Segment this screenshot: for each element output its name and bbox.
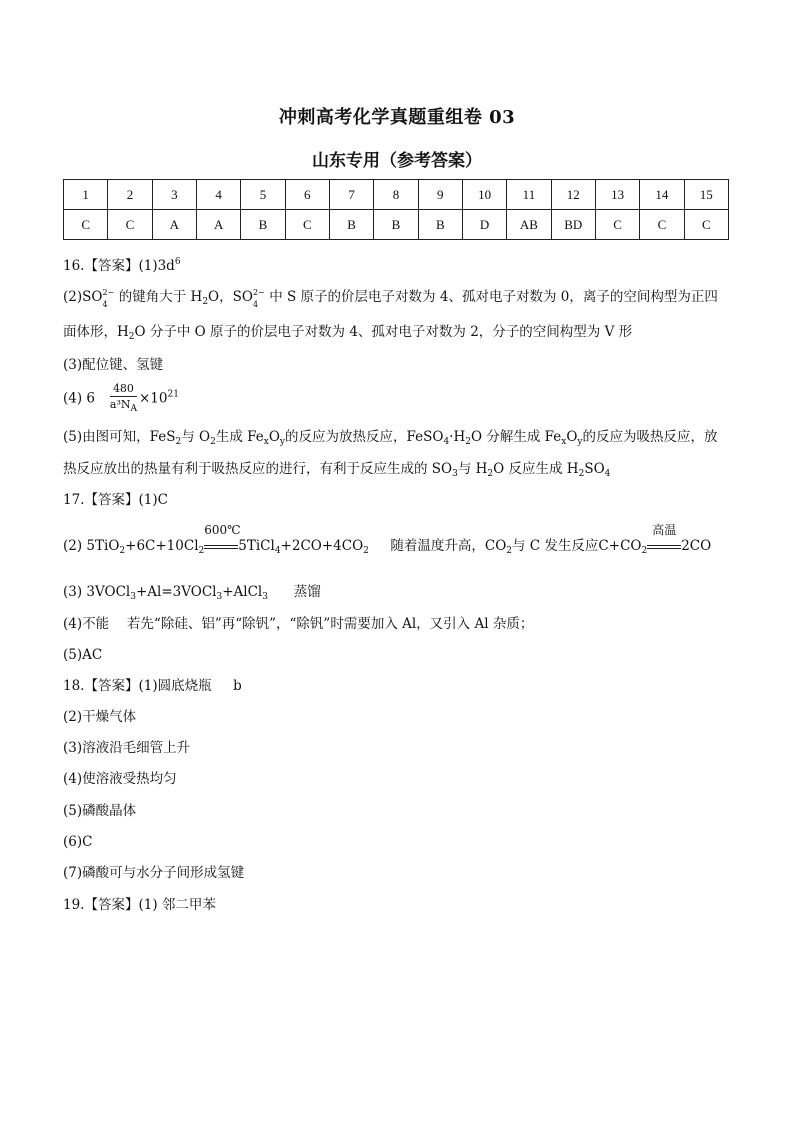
table-cell: A xyxy=(196,210,240,240)
table-cell: B xyxy=(374,210,418,240)
table-cell: C xyxy=(64,210,108,240)
answer-text: 16.【答案】(1)3d xyxy=(63,258,175,274)
page-subtitle: 山东专用（参考答案） xyxy=(312,151,482,171)
answer-text: 与 O xyxy=(181,429,211,445)
subscript: 2 xyxy=(363,546,369,556)
reaction-condition-arrow xyxy=(647,523,681,555)
q18-answer-line-1 xyxy=(63,677,242,695)
charge-superscript: 2− xyxy=(102,288,115,297)
subscript: 2 xyxy=(487,469,494,479)
reaction-condition: 600℃ xyxy=(204,523,241,537)
double-equals-sign xyxy=(204,545,238,549)
table-cell: 1 xyxy=(64,180,108,210)
answer-text: 18.【答案】(1)圆底烧瓶 xyxy=(63,678,212,694)
table-cell: 14 xyxy=(640,180,684,210)
q16-answer-line-4: (3)配位键、氢键 xyxy=(63,357,164,373)
answer-table xyxy=(63,179,729,240)
answer-table-number-row xyxy=(64,180,729,210)
answer-text: O 分解生成 Fe xyxy=(470,429,562,445)
density-fraction xyxy=(110,381,137,417)
table-cell: 11 xyxy=(507,180,551,210)
table-cell: 9 xyxy=(418,180,462,210)
subscript: 2 xyxy=(210,437,216,447)
answer-text: +AlCl xyxy=(222,584,263,600)
answer-text: 的反应为放热反应，FeSO xyxy=(285,429,444,445)
table-cell: 3 xyxy=(152,180,196,210)
q18-answer-line-2: (2)干燥气体 xyxy=(63,709,137,725)
table-cell: BD xyxy=(551,210,595,240)
answer-text: +6C+10Cl xyxy=(125,538,199,554)
q16-answer-line-5 xyxy=(63,381,179,417)
subscript: x xyxy=(263,437,269,447)
q16-answer-line-6 xyxy=(63,428,718,451)
answer-text: 生成 Fe xyxy=(215,429,264,445)
answer-text: (2) 5TiO xyxy=(63,538,120,554)
page-title: 冲刺高考化学真题重组卷 03 xyxy=(278,107,516,128)
answer-text: 与 H xyxy=(457,461,488,477)
table-cell: C xyxy=(640,210,684,240)
answer-text: O xyxy=(566,429,578,445)
q16-answer-line-1 xyxy=(63,253,181,275)
table-cell: AB xyxy=(507,210,551,240)
answer-text: 随着温度升高，CO xyxy=(390,538,507,554)
table-cell: 12 xyxy=(551,180,595,210)
subscript: 2 xyxy=(578,469,585,479)
subscript: 2 xyxy=(175,437,182,447)
answer-text: +Al=3VOCl xyxy=(135,584,217,600)
q16-answer-line-3 xyxy=(63,323,632,346)
subscript: 4 xyxy=(102,300,108,309)
sulfate-sub-sup xyxy=(252,288,265,309)
q19-answer-line-1: 19.【答案】(1) 邻二甲苯 xyxy=(63,897,216,913)
table-cell: 5 xyxy=(241,180,285,210)
table-cell: 8 xyxy=(374,180,418,210)
charge-superscript: 2− xyxy=(252,288,265,297)
table-cell: C xyxy=(285,210,329,240)
answer-text: C+CO xyxy=(598,538,642,554)
subscript: 3 xyxy=(452,469,458,479)
answer-text: O，SO xyxy=(208,289,253,305)
fraction-numerator: 480 xyxy=(110,381,137,397)
q17-answer-line-3 xyxy=(63,583,321,606)
subscript: 2 xyxy=(465,437,471,447)
table-cell: B xyxy=(329,210,373,240)
answer-text: O 反应生成 H xyxy=(493,461,579,477)
table-cell: C xyxy=(684,210,728,240)
subscript: y xyxy=(577,437,583,447)
answer-text: 蒸馏 xyxy=(293,584,321,600)
subscript: y xyxy=(279,437,285,447)
table-cell: B xyxy=(241,210,285,240)
superscript: 6 xyxy=(174,257,181,267)
superscript: 21 xyxy=(167,389,179,400)
answer-text: (3) 3VOCl xyxy=(63,584,131,600)
q17-answer-line-1: 17.【答案】(1)C xyxy=(63,492,168,508)
subscript: 2 xyxy=(128,332,135,342)
answer-text: 中 S 原子的价层电子对数为 4、孤对电子对数为 0，离子的空间构型为正四 xyxy=(264,289,718,305)
reaction-condition-arrow xyxy=(204,523,241,555)
table-cell: C xyxy=(108,210,152,240)
answer-text: ·H xyxy=(449,429,466,445)
answer-text: 面体形，H xyxy=(63,324,129,340)
answer-text: 的键角大于 H xyxy=(114,289,203,305)
q18-answer-line-6: (6)C xyxy=(63,834,93,850)
q16-answer-line-7 xyxy=(63,460,610,483)
answer-text: O 分子中 O 原子的价层电子对数为 4、孤对电子对数为 2，分子的空间构型为 V 形 xyxy=(134,324,633,340)
answer-text: SO xyxy=(584,461,605,477)
answer-text: +2CO+4CO xyxy=(280,538,364,554)
subscript: 2 xyxy=(202,297,209,307)
double-equals-sign xyxy=(647,545,681,549)
table-cell: 13 xyxy=(595,180,639,210)
subscript: 3 xyxy=(216,592,223,602)
answer-text: 热反应放出的热量有利于吸热反应的进行，有利于反应生成的 SO xyxy=(63,461,453,477)
subscript: x xyxy=(561,437,567,447)
subscript: 4 xyxy=(252,300,259,309)
answer-text: a³N xyxy=(109,398,131,411)
answer-text: O xyxy=(268,429,280,445)
fraction-denominator xyxy=(110,397,137,417)
subscript: 4 xyxy=(604,469,611,479)
q17-answer-line-5: (5)AC xyxy=(63,647,103,663)
table-cell: C xyxy=(595,210,639,240)
answer-table-answer-row xyxy=(64,210,729,240)
answer-text: ×10 xyxy=(138,390,168,407)
answer-text: 2CO xyxy=(681,538,712,554)
table-cell: 7 xyxy=(329,180,373,210)
subscript: 2 xyxy=(506,546,512,556)
table-cell: 4 xyxy=(196,180,240,210)
answer-text: b xyxy=(233,678,242,694)
answer-text: 与 C 发生反应 xyxy=(512,538,599,554)
q17-answer-line-2 xyxy=(63,523,712,560)
q17-answer-line-4: (4)不能 若先“除硅、铝”再“除钒”，“除钒”时需要加入 Al，又引入 Al 杂质； xyxy=(63,616,534,632)
subscript: 2 xyxy=(198,546,205,556)
answer-text: 的反应为吸热反应，放 xyxy=(582,429,718,445)
reaction-condition: 高温 xyxy=(652,523,677,537)
q18-answer-line-3: (3)溶液沿毛细管上升 xyxy=(63,740,191,756)
table-cell: 2 xyxy=(108,180,152,210)
subscript: A xyxy=(130,404,137,414)
table-cell: B xyxy=(418,210,462,240)
answer-text: (2)SO xyxy=(63,289,103,305)
q18-answer-line-4: (4)使溶液受热均匀 xyxy=(63,771,177,787)
table-cell: 6 xyxy=(285,180,329,210)
subscript: 4 xyxy=(443,437,450,447)
q18-answer-line-5: (5)磷酸晶体 xyxy=(63,803,137,819)
subscript: 2 xyxy=(119,546,126,556)
answer-text: (5)由图可知，FeS xyxy=(63,429,176,445)
subscript: 3 xyxy=(130,592,136,602)
subscript: 4 xyxy=(274,546,281,556)
sulfate-sub-sup xyxy=(102,288,115,309)
answer-text: 5TiCl xyxy=(238,538,275,554)
subscript: 2 xyxy=(641,546,648,556)
q16-answer-line-2 xyxy=(63,288,718,311)
answer-text: (4) 6 xyxy=(63,390,96,407)
table-cell: 15 xyxy=(684,180,728,210)
subscript: 3 xyxy=(262,592,268,602)
table-cell: 10 xyxy=(462,180,506,210)
table-cell: A xyxy=(152,210,196,240)
q18-answer-line-7: (7)磷酸可与水分子间形成氢键 xyxy=(63,865,245,881)
table-cell: D xyxy=(462,210,506,240)
